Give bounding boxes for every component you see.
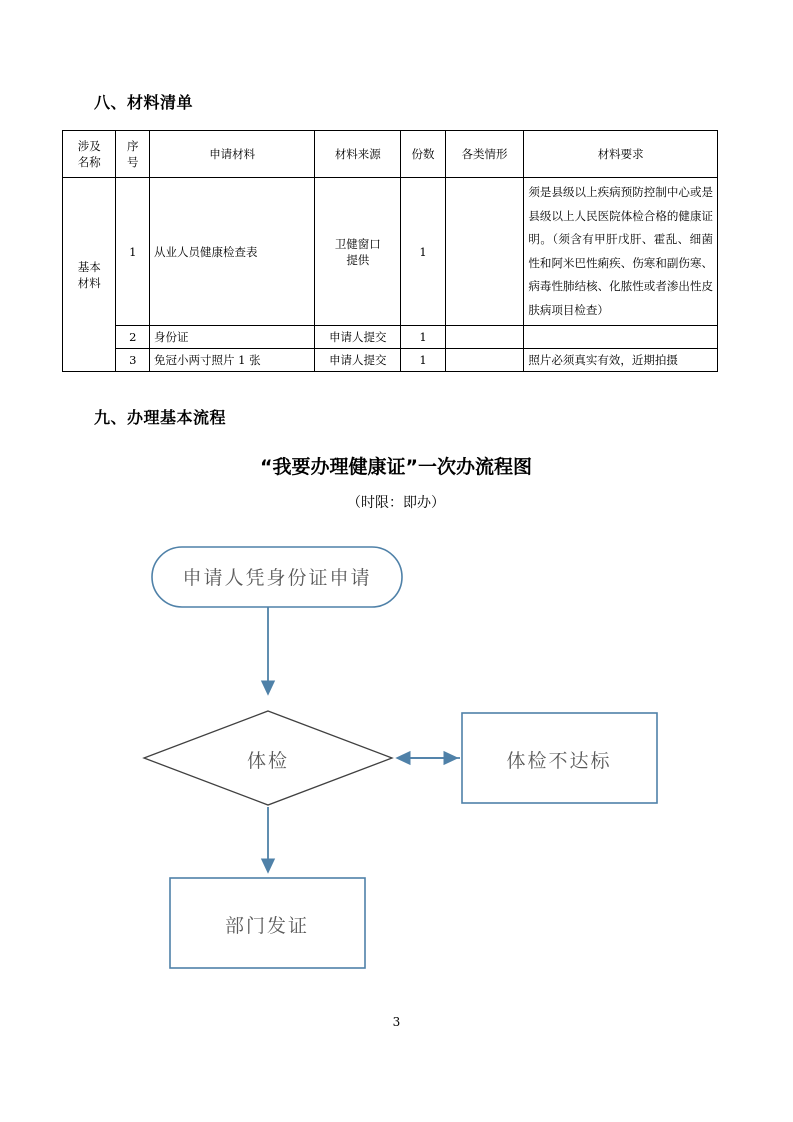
- section-heading-process: 九、办理基本流程: [94, 408, 227, 427]
- cell-row2-no: 2: [116, 326, 150, 349]
- flow-node-issue: [170, 878, 365, 968]
- cell-row1-material: 从业人员健康检查表: [150, 178, 315, 326]
- cell-row3-count: 1: [401, 349, 445, 372]
- flow-node-issue-label: 部门发证: [224, 915, 310, 937]
- flowchart-diagram: [62, 535, 730, 975]
- flow-node-decision: [144, 711, 392, 805]
- group-label-line2: 材料: [77, 275, 101, 290]
- cell-row1-count: 1: [401, 178, 445, 326]
- cell-row3-case: [445, 349, 524, 372]
- header-cases: 各类情形: [445, 131, 524, 178]
- header-involved-name-line1: 涉及: [77, 139, 101, 153]
- flow-node-fail-label: 体检不达标: [506, 750, 612, 772]
- section-heading-materials: 八、材料清单: [94, 93, 194, 112]
- table-row: [63, 178, 718, 326]
- header-involved-name-line2: 名称: [77, 155, 101, 169]
- table-header-row: [63, 131, 718, 178]
- header-material-requirement: 材料要求: [524, 131, 718, 178]
- flow-node-fail: [462, 713, 657, 803]
- flow-node-start: [152, 547, 402, 607]
- cell-row1-no: 1: [116, 178, 150, 326]
- cell-group-basic-materials: [63, 178, 116, 372]
- cell-row2-requirement: [524, 326, 718, 349]
- flow-node-start-label: 申请人凭身份证申请: [182, 567, 372, 589]
- flowchart-subtitle: （时限：即办）: [347, 495, 445, 511]
- cell-row1-source: [315, 178, 401, 326]
- header-serial-number: [116, 131, 150, 178]
- cell-row2-case: [445, 326, 524, 349]
- materials-table: [62, 130, 718, 372]
- cell-row1-case: [445, 178, 524, 326]
- header-copies: 份数: [401, 131, 445, 178]
- cell-row3-no: 3: [116, 349, 150, 372]
- cell-row2-material: 身份证: [150, 326, 315, 349]
- table-header: [63, 131, 718, 178]
- cell-row3-material: 免冠小两寸照片 1 张: [150, 349, 315, 372]
- table-body: [63, 178, 718, 372]
- cell-row3-requirement: 照片必须真实有效，近期拍摄: [524, 349, 718, 372]
- header-serial-number-line1: 序: [126, 139, 139, 153]
- cell-row2-count: 1: [401, 326, 445, 349]
- flow-node-decision-label: 体检: [246, 750, 290, 772]
- cell-row3-source: 申请人提交: [315, 349, 401, 372]
- group-label-line1: 基本: [77, 259, 101, 274]
- header-material-source: 材料来源: [315, 131, 401, 178]
- cell-row1-source-line2: 提供: [346, 252, 370, 267]
- table-row: [63, 326, 718, 349]
- header-serial-number-line2: 号: [126, 155, 139, 169]
- header-application-material: 申请材料: [150, 131, 315, 178]
- cell-row1-source-line1: 卫健窗口: [334, 236, 381, 251]
- cell-row2-source: 申请人提交: [315, 326, 401, 349]
- table-row: [63, 349, 718, 372]
- header-involved-name: [63, 131, 116, 178]
- cell-row1-requirement: 须是县级以上疾病预防控制中心或是县级以上人民医院体检合格的健康证明。（须含有甲肝戊肝、霍乱、细菌性和阿米巴性痢疾、伤寒和副伤寒、病毒性肺结核、化脓性或者渗出性皮肤病项目检查）: [524, 178, 718, 326]
- page-number: 3: [392, 1015, 401, 1029]
- flowchart-title: “我要办理健康证”一次办流程图: [260, 456, 532, 478]
